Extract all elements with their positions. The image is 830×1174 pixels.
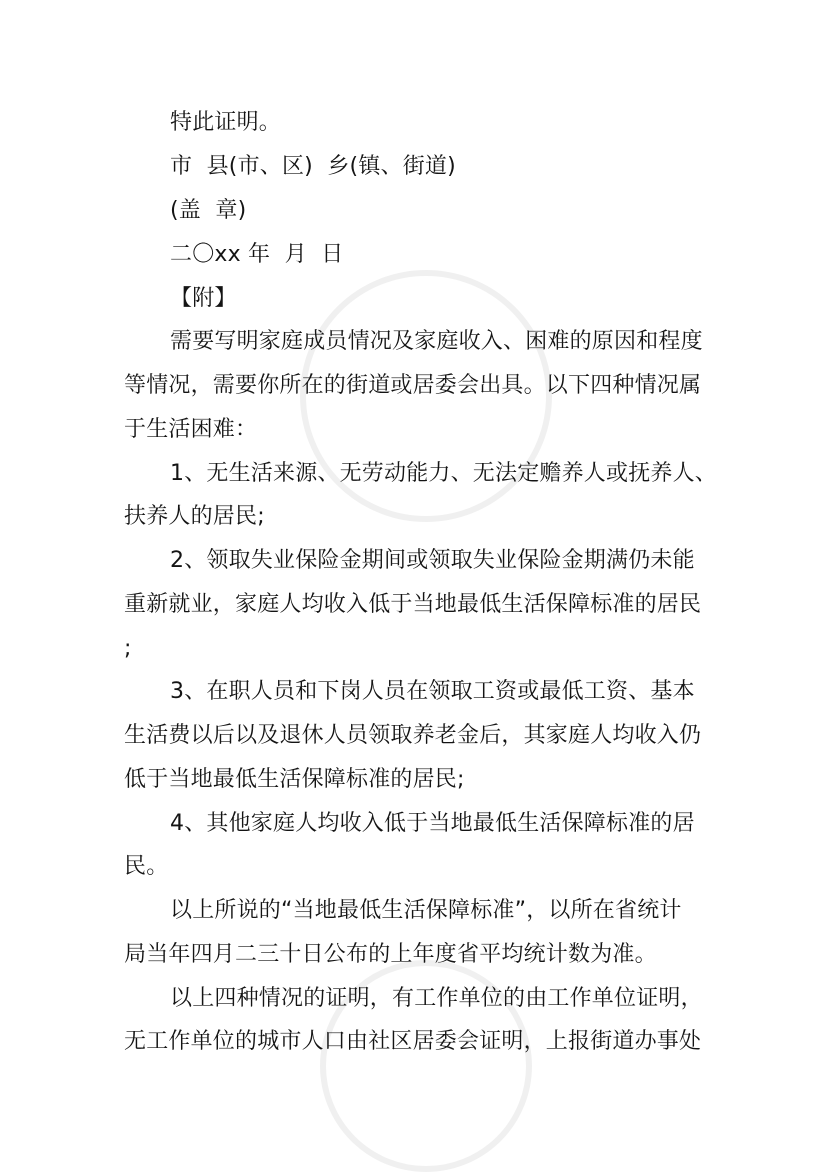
paragraph-line: ; [124, 636, 132, 661]
paragraph-line: 民。 [124, 854, 169, 879]
paragraph-line: 生活费以后以及退休人员领取养老金后，其家庭人均收入仍 [124, 723, 702, 748]
paragraph-line: 以上四种情况的证明，有工作单位的由工作单位证明， [170, 986, 703, 1011]
paragraph-line: 重新就业，家庭人均收入低于当地最低生活保障标准的居民 [124, 592, 702, 617]
paragraph-line: 4、其他家庭人均收入低于当地最低生活保障标准的居 [170, 811, 695, 836]
seal-line: (盖 章) [170, 198, 247, 223]
paragraph-line: 于生活困难： [124, 417, 258, 442]
paragraph-line: 局当年四月二三十日公布的上年度省平均统计数为准。 [124, 942, 657, 967]
closing-statement: 特此证明。 [170, 110, 282, 135]
paragraph-line: 等情况，需要你所在的街道或居委会出具。以下四种情况属 [124, 373, 702, 398]
date-line: 二〇xx 年 月 日 [170, 242, 344, 267]
paragraph-line: 低于当地最低生活保障标准的居民; [124, 767, 465, 792]
paragraph-line: 以上所说的“当地最低生活保障标准”，以所在省统计 [170, 898, 682, 923]
paragraph-line: 2、领取失业保险金期间或领取失业保险金期满仍未能 [170, 548, 695, 573]
paragraph-line: 无工作单位的城市人口由社区居委会证明，上报街道办事处 [124, 1029, 702, 1054]
paragraph-line: 3、在职人员和下岗人员在领取工资或最低工资、基本 [170, 679, 695, 704]
paragraph-line: 需要写明家庭成员情况及家庭收入、困难的原因和程度 [170, 329, 703, 354]
location-line: 市 县(市、区) 乡(镇、街道) [170, 154, 456, 179]
appendix-heading: 【附】 [170, 286, 237, 311]
paragraph-line: 扶养人的居民; [124, 504, 265, 529]
paragraph-line: 1、无生活来源、无劳动能力、无法定赡养人或抚养人、 [170, 461, 717, 486]
